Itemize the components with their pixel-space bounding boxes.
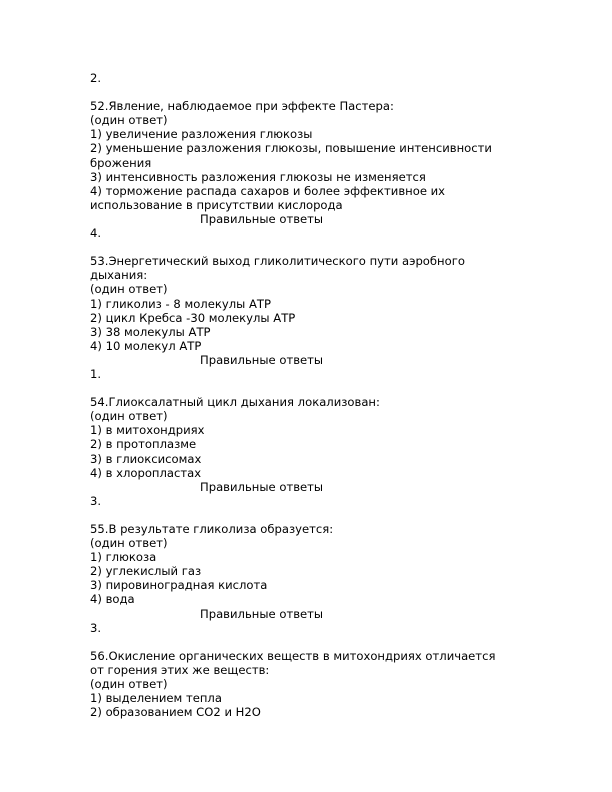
answer-mode: (один ответ) [90,282,168,297]
question-title: 53.Энергетический выход гликолитического пути аэробного [90,254,465,269]
option-1: 1) увеличение разложения глюкозы [90,127,313,142]
option-2: 2) образованием СО2 и Н2О [90,705,261,720]
answer-mode: (один ответ) [90,677,168,692]
question-block [90,85,530,240]
option-3: 3) пировиноградная кислота [90,578,268,593]
option-4: 4) в хлоропластах [90,465,202,480]
option-1: 1) гликолиз - 8 молекулы АТР [90,296,271,311]
question-list [90,85,530,719]
option-4: 4) вода [90,592,135,607]
correct-answers-label: Правильные ответы [200,606,324,621]
spacer [90,240,530,254]
option-3: 3) интенсивность разложения глюкозы не изменяется [90,169,426,184]
option-1: 1) глюкоза [90,550,157,565]
correct-answer: 4. [90,226,102,241]
question-block [90,508,530,635]
spacer [90,381,530,395]
spacer [90,85,530,99]
option-2: 2) углекислый газ [90,564,202,579]
correct-answers-label: Правильные ответы [200,352,324,367]
option-3: 3) в глиоксисомах [90,451,202,466]
answer-mode: (один ответ) [90,113,168,128]
correct-answers-label: Правильные ответы [200,479,324,494]
previous-answer: 2. [90,71,102,85]
correct-answers-label: Правильные ответы [200,211,324,226]
option-2: 2) уменьшение разложения глюкозы, повышение интенсивности [90,141,492,156]
option-3: 3) 38 молекулы АТР [90,324,211,339]
spacer [90,635,530,649]
option-1: 1) в митохондриях [90,423,205,438]
option-2: 2) цикл Кребса -30 молекулы АТР [90,310,296,325]
document-body [90,71,530,719]
option-4: 4) торможение распада сахаров и более эффективное их [90,183,446,198]
question-title: дыхания: [90,268,148,283]
question-block [90,240,530,381]
correct-answer: 3. [90,493,102,508]
question-title: 56.Окисление органических веществ в митохондриях отличается [90,648,496,663]
answer-mode: (один ответ) [90,409,168,424]
question-title: 55.В результате гликолиза образуется: [90,522,334,536]
correct-answer: 3. [90,620,102,635]
option-4: использование в присутствии кислорода [90,197,343,212]
option-2: 2) в протоплазме [90,437,197,452]
option-1: 1) выделением тепла [90,691,222,706]
answer-mode: (один ответ) [90,536,168,551]
question-title: 52.Явление, наблюдаемое при эффекте Пастера: [90,99,394,114]
question-block [90,635,530,720]
question-title: 54.Глиоксалатный цикл дыхания локализован: [90,395,380,410]
spacer [90,508,530,522]
correct-answer: 1. [90,366,102,381]
question-title: от горения этих же веществ: [90,662,270,677]
question-block [90,381,530,508]
option-4: 4) 10 молекул АТР [90,338,202,353]
option-2: брожения [90,155,152,170]
